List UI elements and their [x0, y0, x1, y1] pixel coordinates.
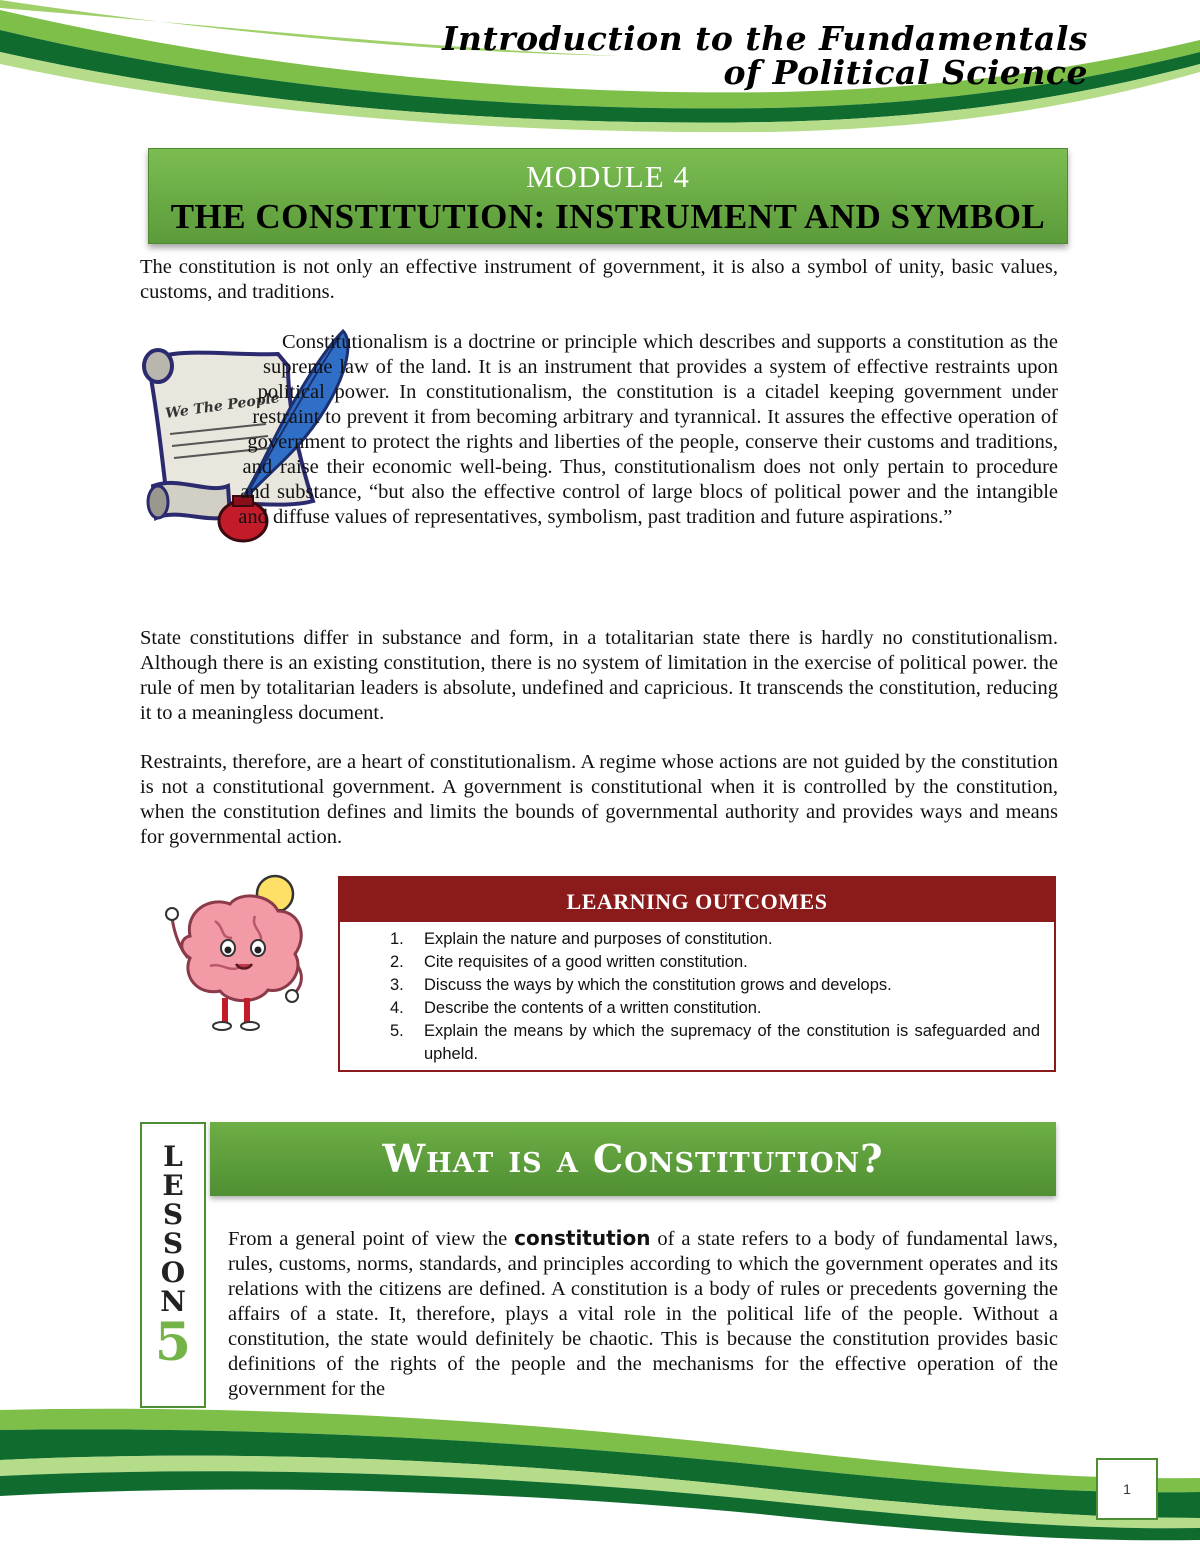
lesson-letter: O — [160, 1256, 186, 1289]
lesson-paragraph — [228, 1226, 1058, 1402]
list-item — [390, 951, 1040, 974]
footer-swoosh — [0, 1400, 1200, 1553]
module-label: MODULE 4 — [526, 159, 690, 194]
item-text: Describe the contents of a written constitution. — [424, 999, 762, 1017]
list-item — [390, 1020, 1040, 1066]
lesson-label-column — [140, 1122, 206, 1408]
learning-outcomes-list — [390, 928, 1040, 1066]
item-text: Cite requisites of a good written constitution. — [424, 953, 748, 971]
intro-paragraph: The constitution is not only an effective instrument of government, it is also a symbol of unity, basic values, customs, and traditions. — [140, 256, 1058, 303]
lesson-title: What is a Constitution? — [382, 1136, 884, 1181]
header-line-2: of Political Science — [723, 53, 1088, 92]
item-text: Discuss the ways by which the constitution grows and develops. — [424, 976, 892, 994]
item-number: 2. — [390, 953, 404, 971]
lesson-text-start: From a general point of view the — [228, 1228, 515, 1250]
item-number: 3. — [390, 976, 404, 994]
lesson-letter: N — [160, 1285, 186, 1318]
scroll-heading-text: We The People — [164, 390, 281, 422]
lesson-letter: S — [162, 1198, 184, 1231]
page-number: 1 — [1096, 1458, 1158, 1520]
module-title: THE CONSTITUTION: INSTRUMENT AND SYMBOL — [170, 197, 1046, 236]
bold-term: constitution — [514, 1226, 651, 1250]
restraints-paragraph: Restraints, therefore, are a heart of constitutionalism. A regime whose actions are not guided by the constitution is not a constitutional government. A government is constitutional when it is controlled by the constitution, when the constitution defines and limits the bounds of governmental authority and provides ways and means for governmental action. — [140, 751, 1058, 848]
brain-mascot-illustration — [160, 866, 330, 1036]
state-constitutions-paragraph: State constitutions differ in substance and form, in a totalitarian state there is hardly no constitutionalism. Although there is an existing constitution, there is no system of limitation in the exercise of political power. the rule of men by totalitarian leaders is absolute, undefined and capricious. It transcends the constitution, reducing it to a meaningless document. — [140, 627, 1058, 724]
lesson-letter: E — [162, 1169, 184, 1202]
constitutionalism-paragraph — [138, 330, 1058, 585]
item-text: Explain the means by which the supremacy of the constitution is safeguarded and upheld. — [424, 1022, 1040, 1063]
lesson-letter: S — [162, 1227, 184, 1260]
constitutionalism-text: Constitutionalism is a doctrine or principle which describes and supports a constitution as the supreme law of the land. It is an instrument that provides a system of effective restraints upon political power. In constitutionalism, the constitution is a citadel keeping government under restraint to prevent it from becoming arbitrary and tyrannical. It assures the effective operation of government to protect the rights and liberties of the people, conserve their customs and traditions, and raise their economic well-being. Thus, constitutionalism does not only pertain to procedure and substance, “but also the effective control of large blocs of political power and the intangible and diffuse values of representatives, symbolism, past tradition and future aspirations.” — [238, 331, 1058, 528]
learning-outcomes-box — [338, 876, 1056, 1072]
learning-outcomes-heading: LEARNING OUTCOMES — [340, 878, 1054, 922]
item-number: 5. — [390, 1022, 404, 1040]
item-number: 1. — [390, 930, 404, 948]
brain-icon — [182, 896, 302, 1001]
list-item — [390, 974, 1040, 997]
item-text: Explain the nature and purposes of constitution. — [424, 930, 773, 948]
lesson-number: 5 — [154, 1312, 192, 1373]
module-banner — [148, 148, 1068, 244]
lesson-text-rest: of a state refers to a body of fundamental laws, rules, customs, norms, standards, and principles according to which the government operates and its relations with the citizens are defined. A constitution is a body of rules or precedents governing the affairs of a state. It, therefore, plays a vital role in the political life of the people. Without a constitution, the state would definitely be chaotic. This is because the constitution provides basic definitions of the rights of the people and the mechanisms for the effective operation of the government for the — [228, 1228, 1059, 1400]
lesson-title-banner — [210, 1122, 1056, 1196]
list-item — [390, 928, 1040, 951]
header-line-1: Introduction to the Fundamentals — [442, 19, 1088, 58]
item-number: 4. — [390, 999, 404, 1017]
lesson-letter: L — [163, 1140, 183, 1173]
document-header-title — [442, 19, 1088, 92]
list-item — [390, 997, 1040, 1020]
